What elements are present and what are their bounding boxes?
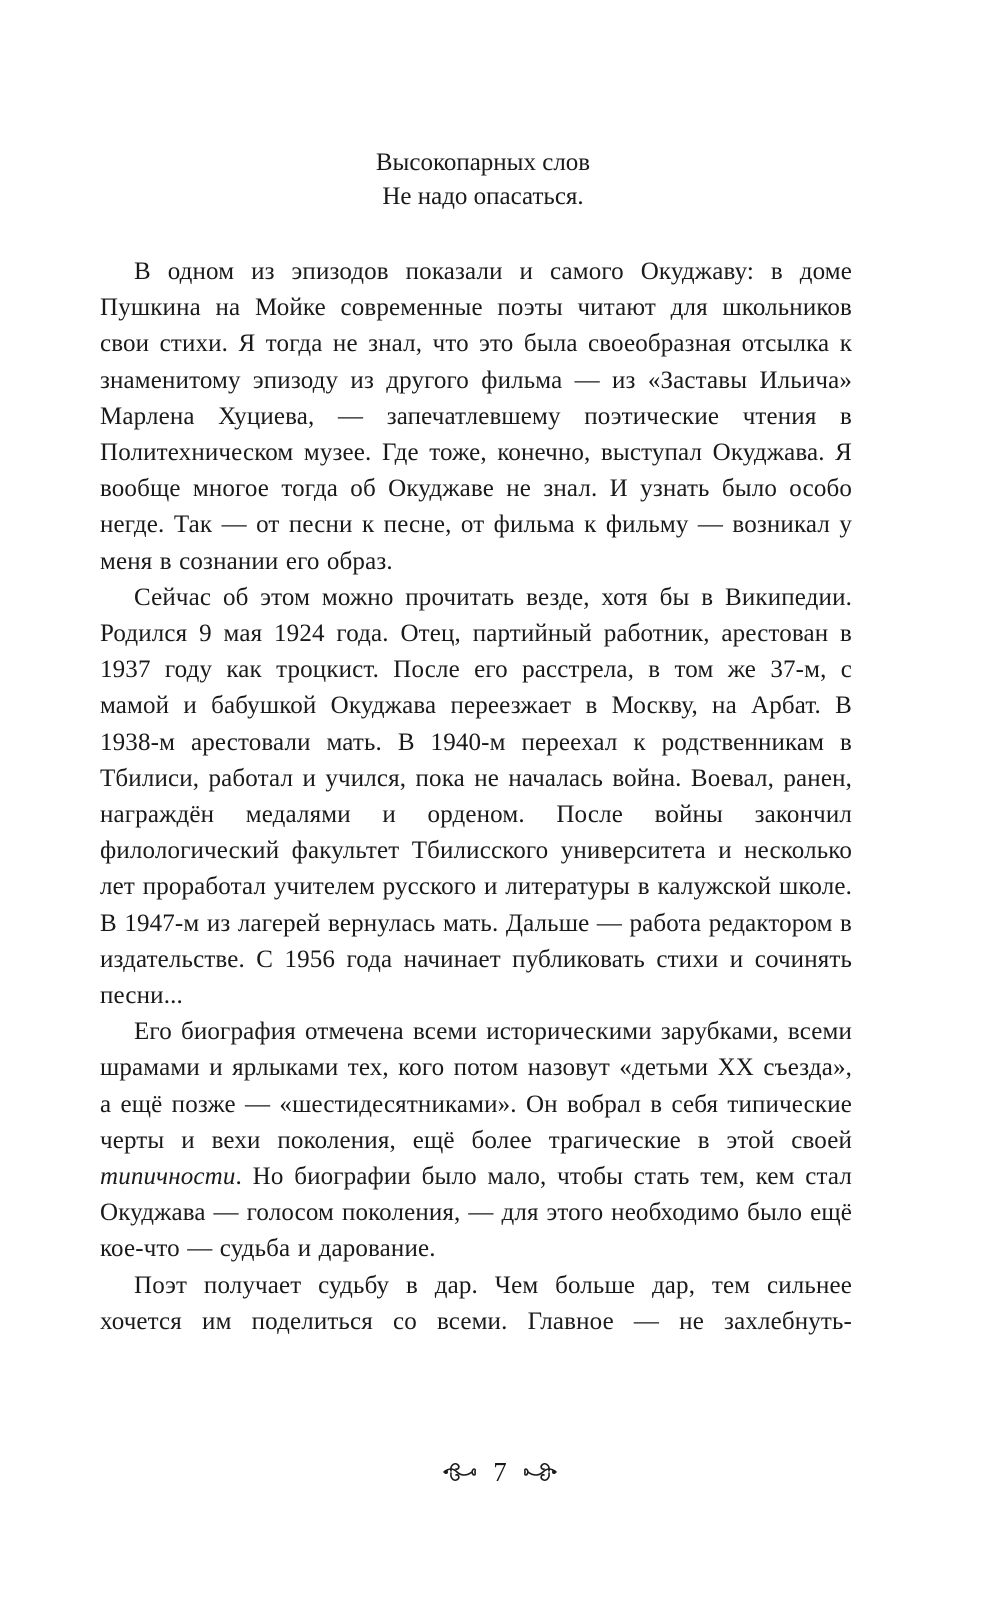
page-body <box>100 146 852 1340</box>
prose-text <box>100 254 852 1340</box>
verse-line-2: Не надо опасаться. <box>382 183 584 210</box>
paragraph-2: Сейчас об этом можно прочитать везде, хотя бы в Википедии. Родился 9 мая 1924 года. Отец, партийный работник, арестован в 1937 году как троцкист. После его расстрела, в том же 37-м, с мамой и бабушкой Окуджава переезжает в Москву, на Арбат. В 1938-м арестовали мать. В 1940-м переехал к родственникам в Тбилиси, работал и учился, пока не началась война. Воевал, ранен, награждён медалями и орденом. После войны закончил филологический факультет Тбилисского университета и несколько лет проработал учителем русского и литературы в калужской школе. В 1947-м из лагерей вернулась мать. Дальше — работа редактором в издательстве. С 1956 года начинает публиковать стихи и сочинять песни... <box>100 583 852 1010</box>
verse-line-1: Высокопарных слов <box>375 149 591 176</box>
paragraph-3-text-end: . Но биографии было мало, чтобы стать тем, кем стал Окуджава — голосом поколения, — для этого необходимо было ещё кое-что — судьба и дарование. <box>100 1163 852 1263</box>
emphasized-word: типичности <box>100 1163 236 1191</box>
paragraph-3-text-start: Его биография отмечена всеми историческими зарубками, всеми шрамами и ярлыками тех, кого потом назовут «детьми XX съезда», а ещё позже — «шестидесятниками». Он вобрал в себя типические черты и вехи поколения, ещё более трагические в этой своей <box>100 1018 852 1154</box>
paragraph-4: Поэт получает судьбу в дар. Чем больше дар, тем сильнее хочется им поделиться со всеми. Главное — не захлебнуть- <box>100 1271 852 1335</box>
page-number: 7 <box>493 1457 507 1487</box>
paragraph-1: В одном из эпизодов показали и самого Окуджаву: в доме Пушкина на Мойке современные поэты читают для школьников свои стихи. Я тогда не знал, что это была своеобразная отсылка к знаменитому эпизоду из другого фильма — из «Заставы Ильича» Марлена Хуциева, — запечатлевшему поэтические чтения в Политехническом музее. Где тоже, конечно, выступал Окуджава. Я вообще многое тогда об Окуджаве не знал. И узнать было особо негде. Так — от песни к песне, от фильма к фильму — возникал у меня в сознании его образ. <box>100 258 852 575</box>
verse-epigraph <box>100 146 852 214</box>
paragraph-3 <box>100 1014 852 1267</box>
page-footer <box>0 1457 1000 1487</box>
floral-ornament-left-icon <box>441 1459 477 1485</box>
floral-ornament-right-icon <box>523 1459 559 1485</box>
